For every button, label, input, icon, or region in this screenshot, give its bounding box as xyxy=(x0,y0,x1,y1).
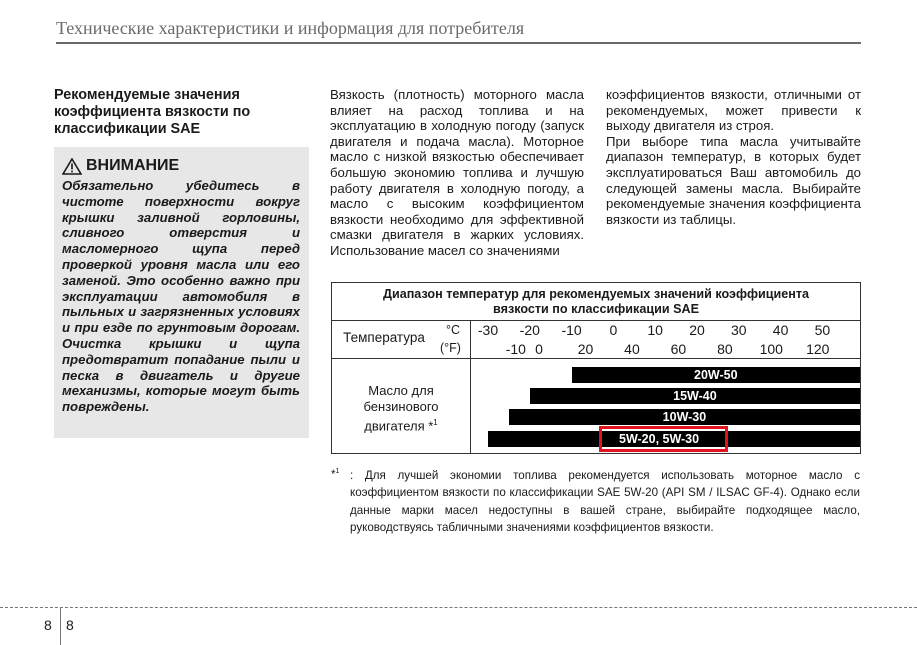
fahrenheit-unit: (°F) xyxy=(440,341,461,355)
temperature-label: Температура xyxy=(343,330,425,345)
celsius-tick: 10 xyxy=(647,322,663,338)
fahrenheit-tick: -10 xyxy=(505,341,526,357)
celsius-tick: -30 xyxy=(477,322,499,338)
oil-label-line: Масло для xyxy=(368,383,434,398)
celsius-tick: 40 xyxy=(772,322,789,338)
celsius-unit: °C xyxy=(446,323,461,337)
body-paragraph: Вязкость (плотность) моторного масла влияет на расход топлива и на эксплуатацию в холодную погоду (запуск двигателя и подача масла). Моторное масло с низкой вязкостью обеспечивает большую экономию топлива и лучшую работу двигателя в холодную погоду, а масло с высоким коэффициентом вязкости необходимо для эффективной смазки двигателя в жарких условиях. Использование масел со значениями xyxy=(330,87,584,258)
celsius-tick: -20 xyxy=(519,322,540,338)
viscosity-bar xyxy=(509,409,860,425)
page-footer-rule xyxy=(0,607,917,608)
fahrenheit-tick: 0 xyxy=(535,341,543,357)
viscosity-bar xyxy=(530,388,860,404)
viscosity-bar-label: 15W-40 xyxy=(673,389,717,403)
oil-label-text: двигателя * xyxy=(364,418,434,434)
celsius-tick: 0 xyxy=(609,322,618,338)
footnote-sup: 1 xyxy=(335,468,340,475)
fahrenheit-tick: 20 xyxy=(577,341,594,357)
page-number-right: 8 xyxy=(66,617,74,633)
fahrenheit-tick: 100 xyxy=(759,341,783,357)
body-column-2 xyxy=(330,87,584,259)
celsius-tick: 20 xyxy=(689,322,705,338)
footnote-text: : Для лучшей экономии топлива рекомендуется использовать моторное масло с коэффициентом вязкости по классификации SAE 5W-20 (API SM / ILSAC GF-4). Однако если данные марки масел недоступны в вашей стране, выбирайте подходящее масло, руководствуясь табличными значениями коэффициентов вязкости. xyxy=(350,469,860,535)
fahrenheit-tick: 40 xyxy=(624,341,640,357)
table-divider xyxy=(331,320,861,321)
page-divider xyxy=(60,607,61,645)
viscosity-bar-label: 5W-20, 5W-30 xyxy=(619,432,700,446)
table-title-line: Диапазон температур для рекомендуемых значений коэффициента xyxy=(382,287,810,301)
header-title: Технические характеристики и информация для потребителя xyxy=(56,18,525,38)
page-number-left: 8 xyxy=(44,617,52,633)
celsius-tick: 30 xyxy=(731,322,747,338)
body-column-3 xyxy=(606,87,861,227)
table-divider xyxy=(331,358,861,359)
table-title xyxy=(331,287,861,317)
fahrenheit-tick: 60 xyxy=(670,341,687,357)
celsius-tick: 50 xyxy=(814,322,831,338)
table-title-line: вязкости по классификации SAE xyxy=(493,302,699,316)
fahrenheit-tick: 120 xyxy=(806,341,830,357)
fahrenheit-tick: 80 xyxy=(717,341,733,357)
warning-heading-text: ВНИМАНИЕ xyxy=(86,157,180,174)
oil-label xyxy=(332,383,470,434)
oil-label-line xyxy=(332,415,470,434)
table-divider xyxy=(470,320,471,454)
warning-icon xyxy=(62,158,82,175)
oil-label-sup: 1 xyxy=(433,418,438,427)
footnote-mark xyxy=(331,468,339,481)
warning-heading xyxy=(62,157,179,175)
footnote-star: * xyxy=(331,468,336,481)
highlight-box xyxy=(599,426,728,452)
body-paragraph: коэффициентов вязкости, отличными от рекомендуемых, может привести к выходу двигателя из строя. xyxy=(606,87,861,134)
viscosity-bar-label: 20W-50 xyxy=(694,368,738,382)
section-title: Рекомендуемые значения коэффициента вязкости по классификации SAE xyxy=(54,87,251,137)
viscosity-bar-label: 10W-30 xyxy=(662,410,707,424)
oil-label-line: бензинового xyxy=(363,399,439,414)
body-paragraph: При выборе типа масла учитывайте диапазон температур, в которых будет эксплуатироваться Ваш автомобиль до следующей замены масла. Выбирайте рекомендуемые значения коэффициента вязкости из таблицы. xyxy=(606,133,861,227)
viscosity-bar xyxy=(572,367,860,383)
warning-text: Обязательно убедитесь в чистоте поверхности вокруг крышки заливной горловины, сливного отверстия и масломерного щупа перед проверкой уровня масла или его заменой. Это особенно важно при эксплуатации автомобиля в пыльных и загрязненных условиях и при езде по грунтовым дорогам. Очистка крышки и щупа предотвратит попадание пыли и песка в двигатель и другие механизмы, которые могут быть повреждены. xyxy=(62,178,300,415)
celsius-tick: -10 xyxy=(561,322,582,338)
header-rule xyxy=(56,42,861,44)
